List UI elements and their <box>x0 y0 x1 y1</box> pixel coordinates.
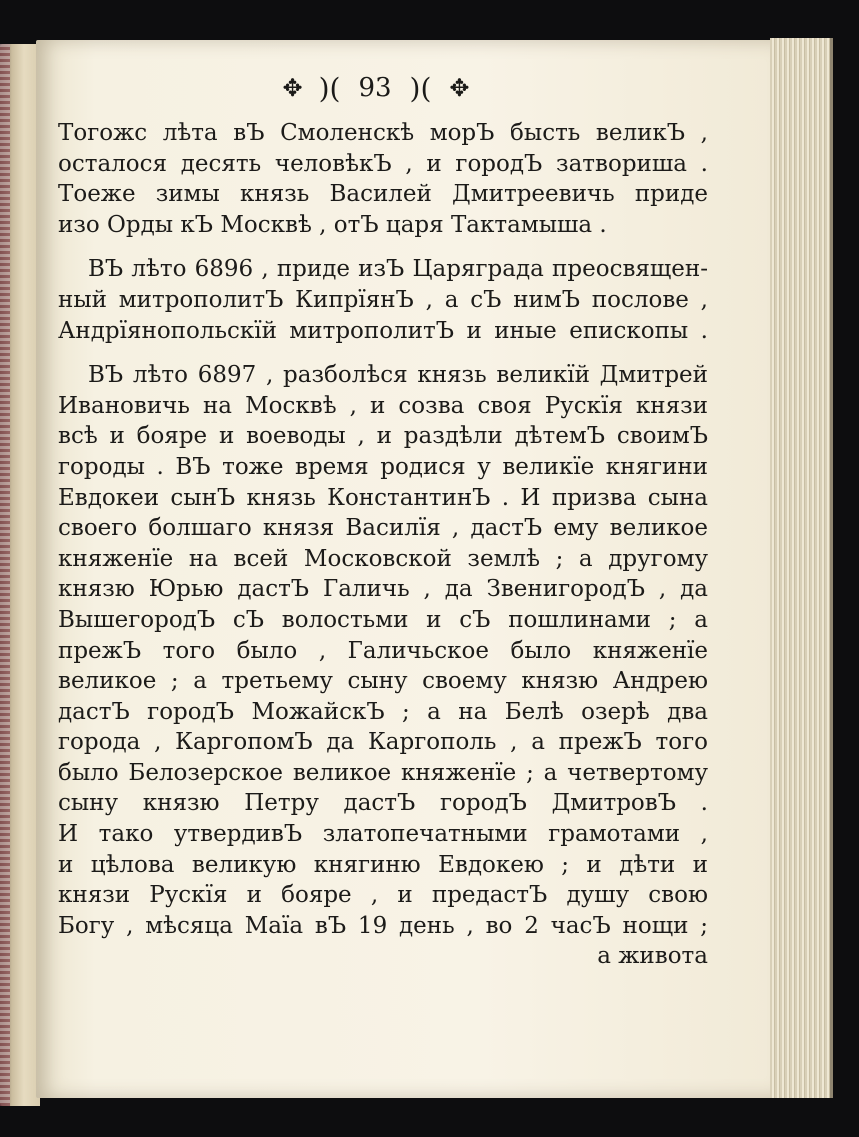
text-line: князи Рускїя и бояре , и предастЪ душу свою <box>58 882 708 909</box>
text-line: великое ; а третьему сыну своему князю Андрею <box>58 668 708 695</box>
text-line: своего болшаго князя Василїя , дастЪ ему великое <box>58 515 708 542</box>
text-line: Тоеже зимы князь Василей Дмитреевичь приде <box>58 181 708 208</box>
text-line: Богу , мѣсяца Маїа вЪ 19 день , во 2 часЪ нощи ; <box>58 912 708 939</box>
paragraph-3 <box>58 360 708 941</box>
text-line: изо Орды кЪ Москвѣ , отЪ царя Тактамыша . <box>58 211 607 238</box>
ornament-right-icon: ✥ <box>449 74 468 102</box>
page-number: 93 <box>358 73 392 103</box>
text-line: ВышегородЪ сЪ волостьми и сЪ пошлинами ; а <box>58 606 708 633</box>
paragraph-1 <box>58 118 708 240</box>
text-line: прежЪ того было , Галичьское было княженїе <box>58 637 708 664</box>
text-line: ВЪ лѣто 6897 , разболѣся князь великїй Дмитрей <box>88 362 708 389</box>
header-paren-right: )( <box>409 71 432 105</box>
text-line: города , КаргопомЪ да Каргополь , а прежЪ того <box>58 729 708 756</box>
text-line: княженїе на всей Московской землѣ ; а другому <box>58 545 708 572</box>
text-line: сыну князю Петру дастЪ городЪ ДмитровЪ . <box>58 790 708 817</box>
text-line: осталося десять человѣкЪ , и городЪ затвориша . <box>58 150 708 177</box>
catchword: а живота <box>597 943 708 970</box>
text-line: Ивановичь на Москвѣ , и созва своя Рускїя князи <box>58 392 708 419</box>
text-line: Андрїянопольскїй митрополитЪ и иные епископы . <box>58 317 708 344</box>
ornament-left-icon: ✥ <box>282 74 301 102</box>
text-line: Евдокеи сынЪ князь КонстантинЪ . И призва сына <box>58 484 708 511</box>
text-line: Тогожс лѣта вЪ Смоленскѣ морЪ бысть великЪ , <box>58 120 708 146</box>
text-line: ный митрополитЪ КипрїянЪ , а сЪ нимЪ послове , <box>58 286 708 313</box>
text-line: И тако утвердивЪ златопечатными грамотами , <box>58 821 708 848</box>
left-page-edge <box>0 44 40 1106</box>
page-body <box>58 118 708 972</box>
text-line: всѣ и бояре и воеводы , и раздѣли дѣтемЪ своимЪ <box>58 423 708 450</box>
text-line: городы . ВЪ тоже время родися у великїе княгини <box>58 453 708 480</box>
text-line: ВЪ лѣто 6896 , приде изЪ Царяграда преосвящен- <box>88 256 708 283</box>
paragraph-2 <box>58 254 708 346</box>
binding-stripe <box>0 44 10 1106</box>
header-paren-left: )( <box>318 71 341 105</box>
text-line: князю Юрью дастЪ Галичь , да ЗвенигородЪ , да <box>58 576 708 603</box>
page-header <box>255 70 495 106</box>
text-line: дастЪ городЪ МожайскЪ ; а на Белѣ озерѣ два <box>58 698 708 725</box>
text-line: было Белозерское великое княженїе ; а четвертому <box>58 759 708 786</box>
text-line: и цѣлова великую княгиню Евдокею ; и дѣти и <box>58 851 708 878</box>
page-edges <box>770 38 833 1098</box>
